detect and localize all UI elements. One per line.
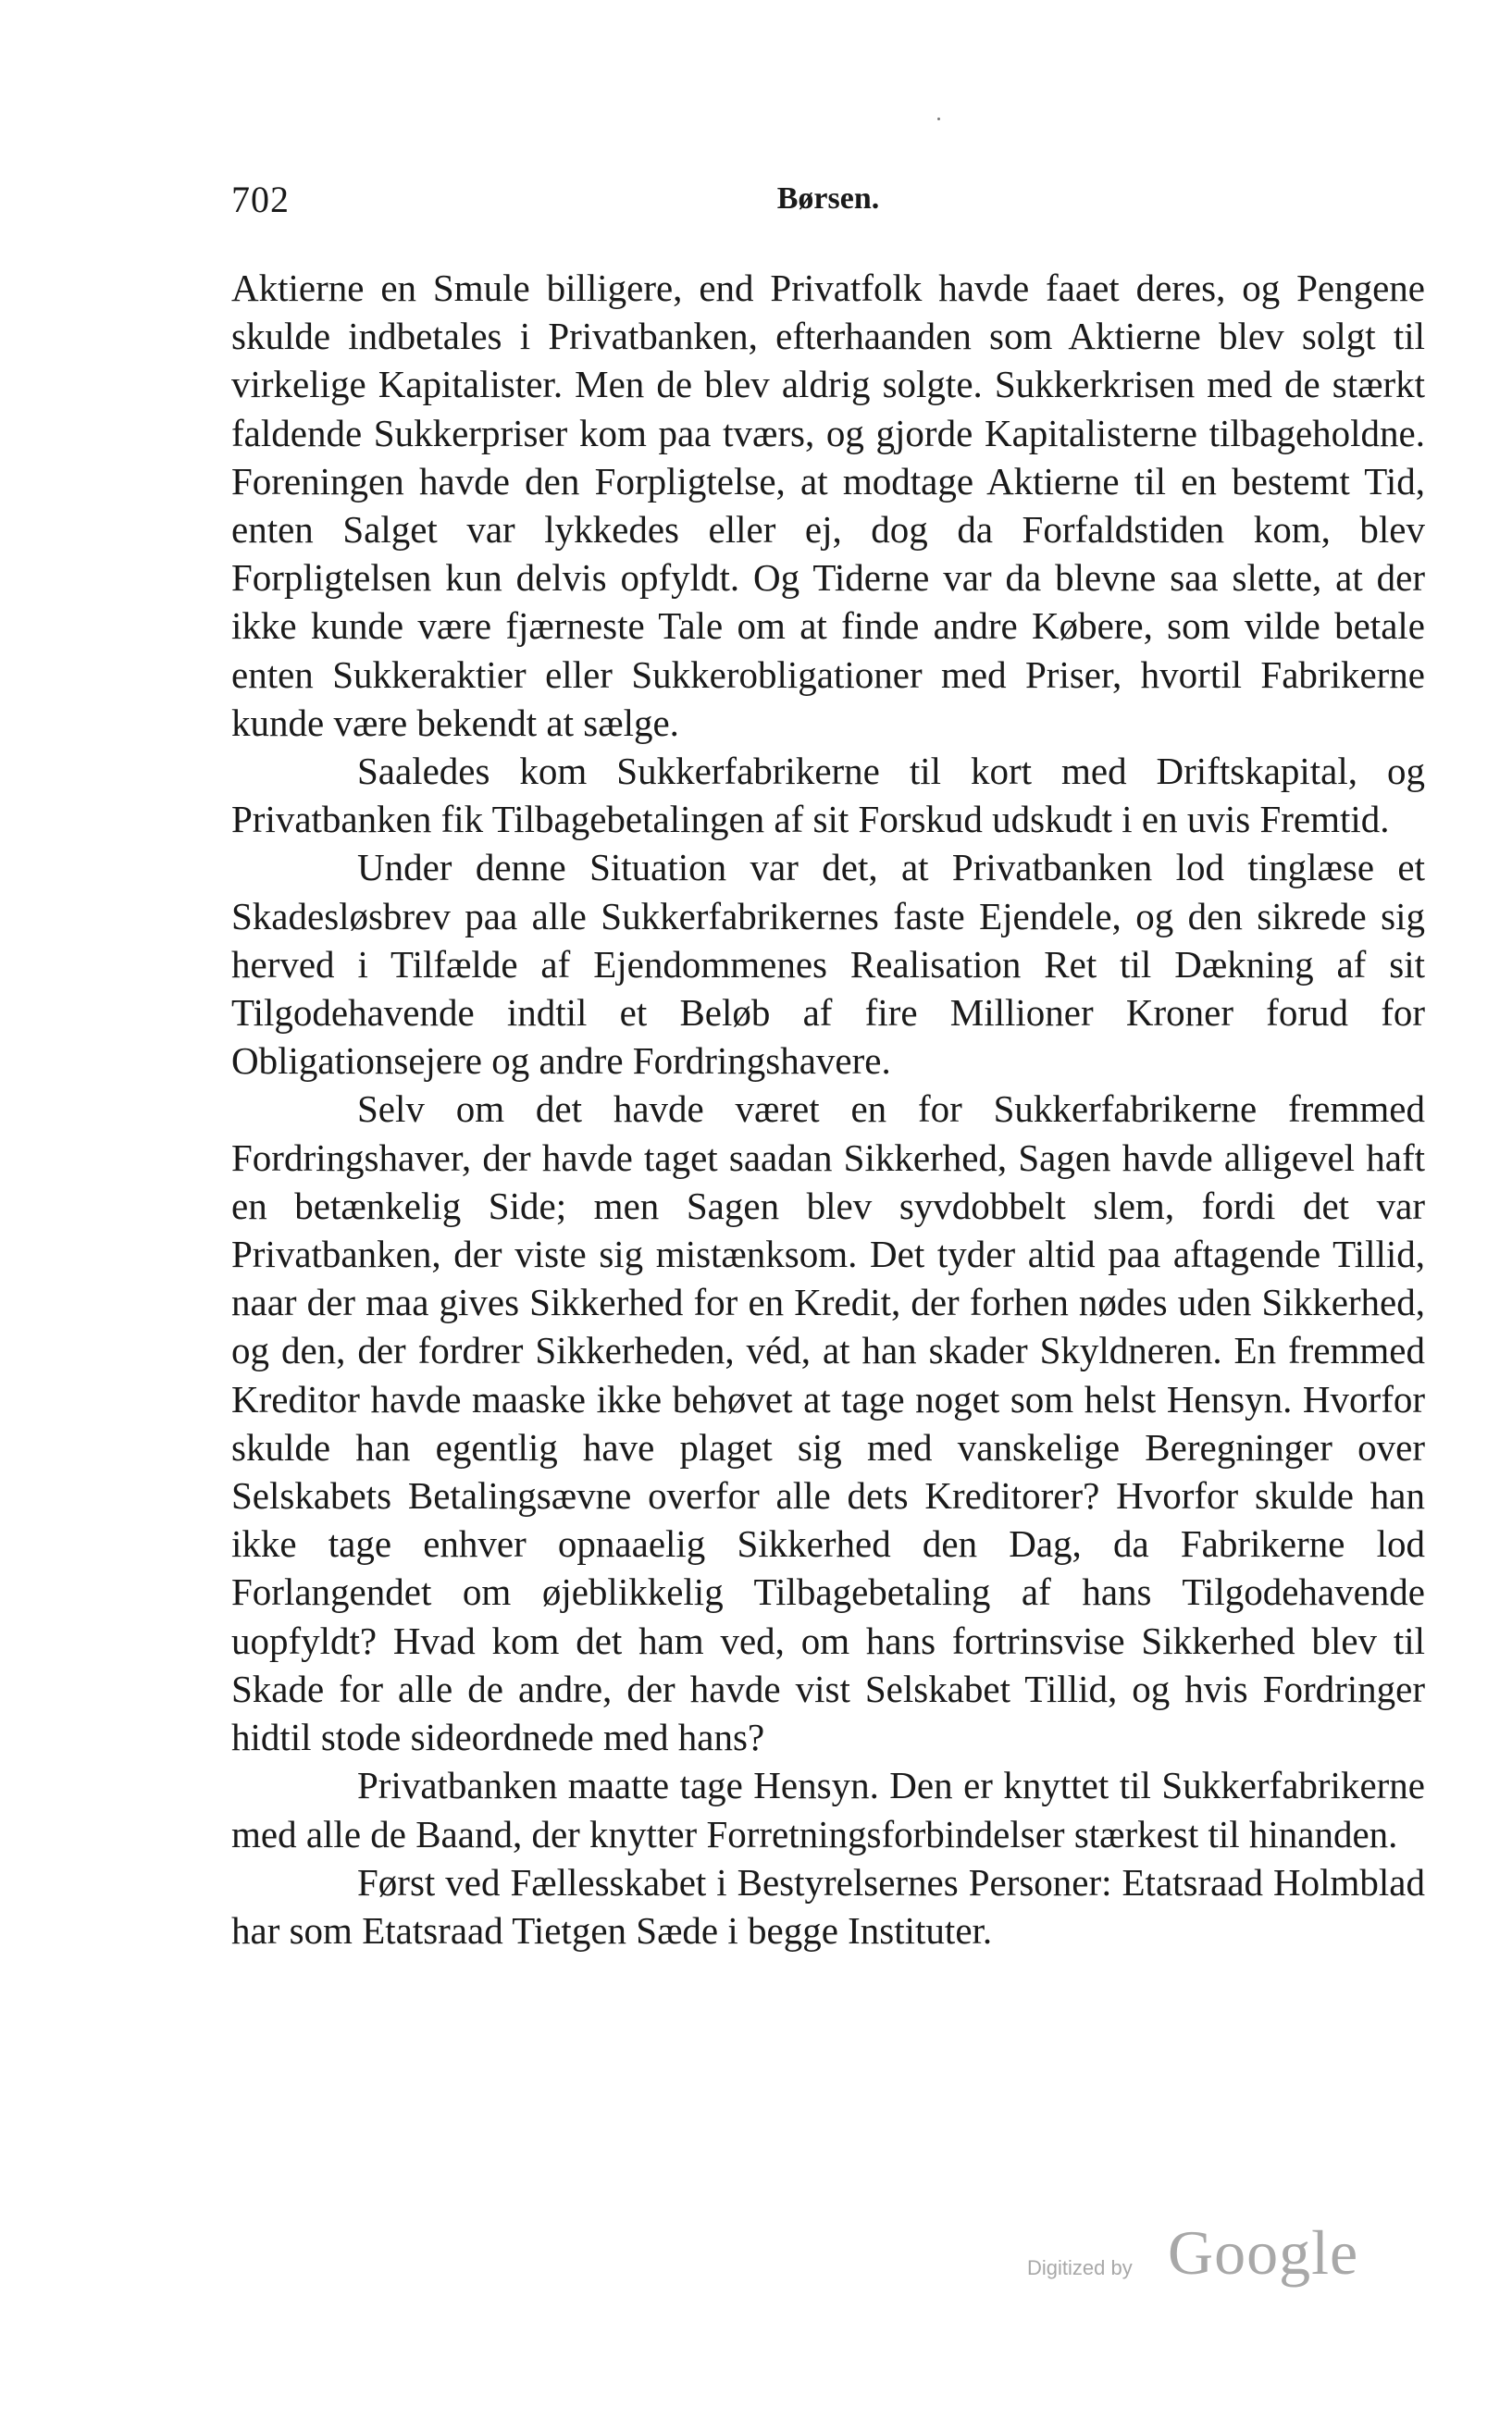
digitized-watermark bbox=[1027, 2219, 1416, 2293]
paragraph-1: Aktierne en Smule billigere, end Privatfolk havde faaet deres, og Pengene skulde indbetales i Privatbanken, efterhaanden som Aktierne blev solgt til virkelige Kapitalister. Men de blev aldrig solgte. Sukkerkrisen med de stærkt faldende Sukkerpriser kom paa tværs, og gjorde Kapitalisterne tilbageholdne. Foreningen havde den Forpligtelse, at modtage Aktierne til en bestemt Tid, enten Salget var lykkedes eller ej, dog da Forfaldstiden kom, blev Forpligtelsen kun delvis opfyldt. Og Tiderne var da blevne saa slette, at der ikke kunde være fjærneste Tale om at finde andre Købere, som vilde betale enten Sukkeraktier eller Sukkerobligationer med Priser, hvortil Fabrikerne kunde være bekendt at sælge. bbox=[231, 267, 1425, 744]
scan-speck bbox=[937, 118, 940, 120]
google-logo: Google bbox=[1168, 2217, 1359, 2288]
page-header bbox=[231, 178, 1425, 230]
paragraph-5: Privatbanken maatte tage Hensyn. Den er knyttet til Sukkerfabrikerne med alle de Baand, der knytter Forretningsforbindelser stærkest til hinanden. bbox=[231, 1764, 1425, 1855]
running-title: Børsen. bbox=[776, 181, 880, 216]
paragraph-3: Under denne Situation var det, at Privatbanken lod tinglæse et Skadesløsbrev paa alle Sukkerfabrikernes faste Ejendele, og den sikrede sig herved i Tilfælde af Ejendommenes Realisation Ret til Dækning af sit Tilgodehavende indtil et Beløb af fire Millioner Kroner forud for Obligationsejere og andre Fordringshavere. bbox=[231, 846, 1425, 1083]
paragraph-4: Selv om det havde været en for Sukkerfabrikerne fremmed Fordringshaver, der havde taget saadan Sikkerhed, Sagen havde alligevel haft en betænkelig Side; men Sagen blev syvdobbelt slem, fordi det var Privatbanken, der viste sig mistænksom. Det tyder altid paa aftagende Tillid, naar der maa gives Sikkerhed for en Kredit, der forhen nødes uden Sikkerhed, og den, der fordrer Sikkerheden, véd, at han skader Skyldneren. En fremmed Kreditor havde maaske ikke behøvet at tage noget som helst Hensyn. Hvorfor skulde han egentlig have plaget sig med vanskelige Beregninger over Selskabets Betalingsævne overfor alle dets Kreditorer? Hvorfor skulde han ikke tage enhver opnaaelig Sikkerhed den Dag, da Fabrikerne lod Forlangendet om øjeblikkelig Tilbagebetaling af hans Tilgodehavende uopfyldt? Hvad kom det ham ved, om hans fortrinsvise Sikkerhed blev til Skade for alle de andre, der havde vist Selskabet Tillid, og hvis Fordringer hidtil stode sideordnede med hans? bbox=[231, 1087, 1425, 1759]
digitized-by-text: Digitized by bbox=[1027, 2256, 1133, 2279]
body-text bbox=[231, 264, 1425, 1955]
paragraph-6: Først ved Fællesskabet i Bestyrelsernes Personer: Etatsraad Holmblad har som Etatsraad Tietgen Sæde i begge Instituter. bbox=[231, 1860, 1425, 1952]
paragraph-2: Saaledes kom Sukkerfabrikerne til kort med Driftskapital, og Privatbanken fik Tilbagebetalingen af sit Forskud udskudt i en uvis Fremtid. bbox=[231, 750, 1425, 841]
page-number: 702 bbox=[231, 179, 290, 220]
